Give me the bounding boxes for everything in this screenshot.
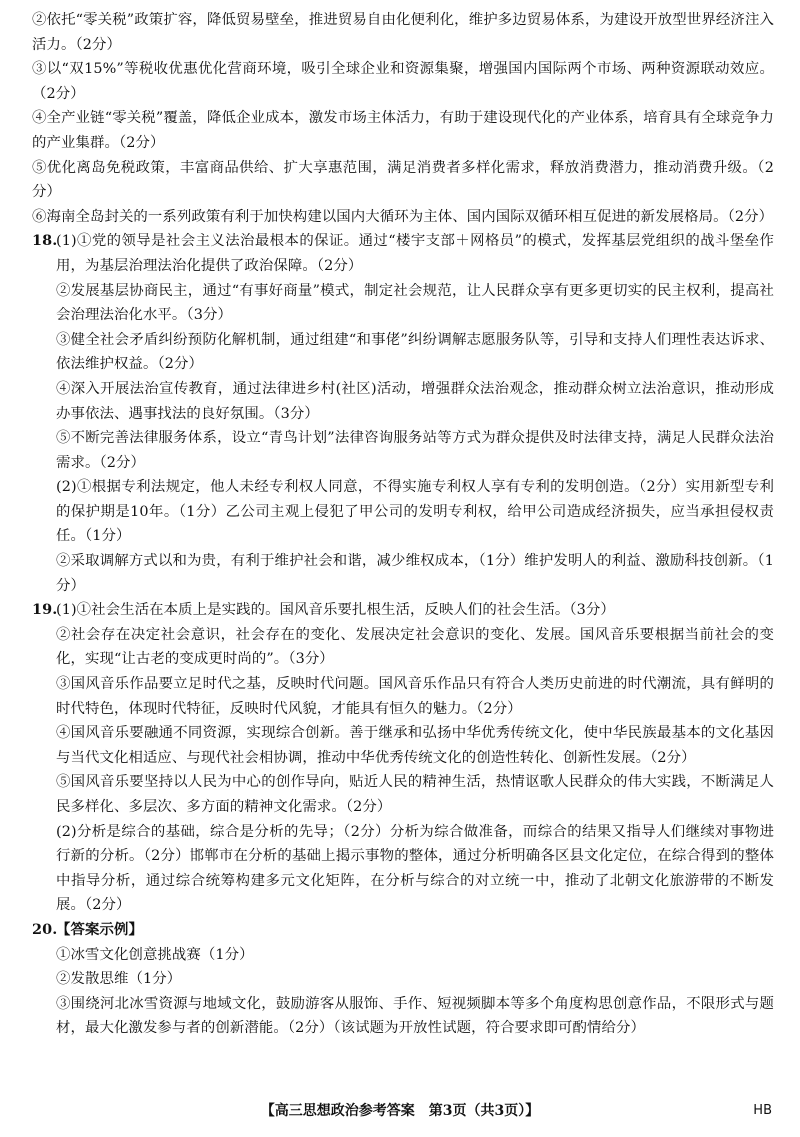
q18-part1-item-1: (1)①党的领导是社会主义法治最根本的保证。通过“楼宇支部＋网格员”的模式，发挥基层党组织的战斗堡垒作用，为基层治理法治化提供了政治保障。（2分）: [56, 233, 774, 274]
answer-content: [32, 8, 774, 1041]
question-19-body: [56, 598, 774, 623]
question-number: 19.: [32, 601, 58, 619]
q20-item-2: ②发散思维（1分）: [56, 971, 182, 988]
q18-part1-item-3: ③健全社会矛盾纠纷预防化解机制，通过组建“和事佬”纠纷调解志愿服务队等，引导和支持人们理性表达诉求、依法维护权益。（2分）: [56, 331, 774, 373]
q19-part1-item-4: ④国风音乐要融通不同资源，实现综合创新。善于继承和弘扬中华优秀传统文化，使中华民族最基本的文化基因与当代文化相适应、与现代社会相协调，推动中华优秀传统文化的创造性转化、创新性发展。（2分）: [56, 725, 774, 766]
question-18-body: [56, 229, 774, 278]
question-20: [32, 918, 774, 943]
q18-part2-item-1: (2)①根据专利法规定，他人未经专利权人同意，不得实施专利权人享有专利的发明创造。（2分）实用新型专利的保护期是10年。（1分）乙公司主观上侵犯了甲公司的发明专利权，给甲公司造成经济损失，应当承担侵权责任。（1分）: [56, 479, 774, 545]
q18-part1-item-2: ②发展基层协商民主，通过“有事好商量”模式，制定社会规范，让人民群众享有更多更切实的民主权利，提高社会治理法治化水平。（3分）: [56, 282, 774, 324]
q20-item-3: ③围绕河北冰雪资源与地域文化，鼓励游客从服饰、手作、短视频脚本等多个角度构思创意作品，不限形式与题材，最大化激发参与者的创新潜能。（2分）（该试题为开放性试题，符合要求即可酌情给分）: [56, 995, 774, 1037]
page-footer: [0, 1099, 800, 1123]
answer-example-heading: 【答案示例】: [56, 920, 143, 938]
footer-title: 【高三思想政治参考答案 第3页（共3页）】: [260, 1103, 540, 1119]
question-20-body: [56, 918, 774, 943]
q20-item-1: ①冰雪文化创意挑战赛（1分）: [56, 946, 254, 963]
footer-code: HB: [753, 1103, 772, 1118]
question-19: [32, 598, 774, 623]
q19-part1-item-1: (1)①社会生活在本质上是实践的。国风音乐要扎根生活，反映人们的社会生活。（3分）: [56, 602, 615, 619]
question-number: 20.: [32, 920, 58, 938]
q17-item-5: ⑤优化离岛免税政策，丰富商品供给、扩大享惠范围，满足消费者多样化需求，释放消费潜力，推动消费升级。（2分）: [32, 159, 774, 201]
q18-part2-item-2: ②采取调解方式以和为贵，有利于维护社会和谐，减少维权成本，（1分）维护发明人的利益、激励科技创新。（1分）: [56, 553, 774, 594]
q19-part1-item-3: ③国风音乐作品要立足时代之基，反映时代问题。国风音乐作品只有符合人类历史前进的时代潮流，具有鲜明的时代特色，体现时代特征，反映时代风貌，才能具有恒久的魅力。（2分）: [56, 676, 774, 717]
q19-part1-item-5: ⑤国风音乐要坚持以人民为中心的创作导向，贴近人民的精神生活，热情讴歌人民群众的伟大实践，不断满足人民多样化、多层次、多方面的精神文化需求。（2分）: [56, 774, 774, 815]
q17-item-3: ③以“双15%”等税收优惠优化营商环境，吸引全球企业和资源集聚，增强国内国际两个市场、两种资源联动效应。（2分）: [32, 61, 774, 102]
q19-part2: (2)分析是综合的基础，综合是分析的先导；（2分）分析为综合做准备，而综合的结果又指导人们继续对事物进行新的分析。（2分）邯郸市在分析的基础上揭示事物的整体，通过分析明确各区县文化定位，在综合得到的整体中指导分析，通过综合统筹构建多元文化矩阵，在分析与综合的对立统一中，推动了北朝文化旅游带的不断发展。（2分）: [56, 823, 774, 914]
question-number: 18.: [32, 232, 58, 250]
q19-part1-item-2: ②社会存在决定社会意识，社会存在的变化、发展决定社会意识的变化、发展。国风音乐要根据当前社会的变化，实现“让古老的变成更时尚的”。（3分）: [56, 626, 774, 668]
q17-item-6: ⑥海南全岛封关的一系列政策有利于加快构建以国内大循环为主体、国内国际双循环相互促进的新发展格局。（2分）: [32, 208, 774, 225]
q18-part1-item-4: ④深入开展法治宣传教育，通过法律进乡村(社区)活动，增强群众法治观念，推动群众树立法治意识，推动形成办事依法、遇事找法的良好氛围。（3分）: [56, 380, 774, 422]
q17-item-4: ④全产业链“零关税”覆盖，降低企业成本，激发市场主体活力，有助于建设现代化的产业体系，培育具有全球竞争力的产业集群。（2分）: [32, 110, 774, 151]
question-18: [32, 229, 774, 278]
q17-item-2: ②依托“零关税”政策扩容，降低贸易壁垒，推进贸易自由化便利化，维护多边贸易体系，为建设开放型世界经济注入活力。（2分）: [32, 12, 774, 53]
q18-part1-item-5: ⑤不断完善法律服务体系，设立“青鸟计划”法律咨询服务站等方式为群众提供及时法律支持，满足人民群众法治需求。（2分）: [56, 430, 774, 471]
